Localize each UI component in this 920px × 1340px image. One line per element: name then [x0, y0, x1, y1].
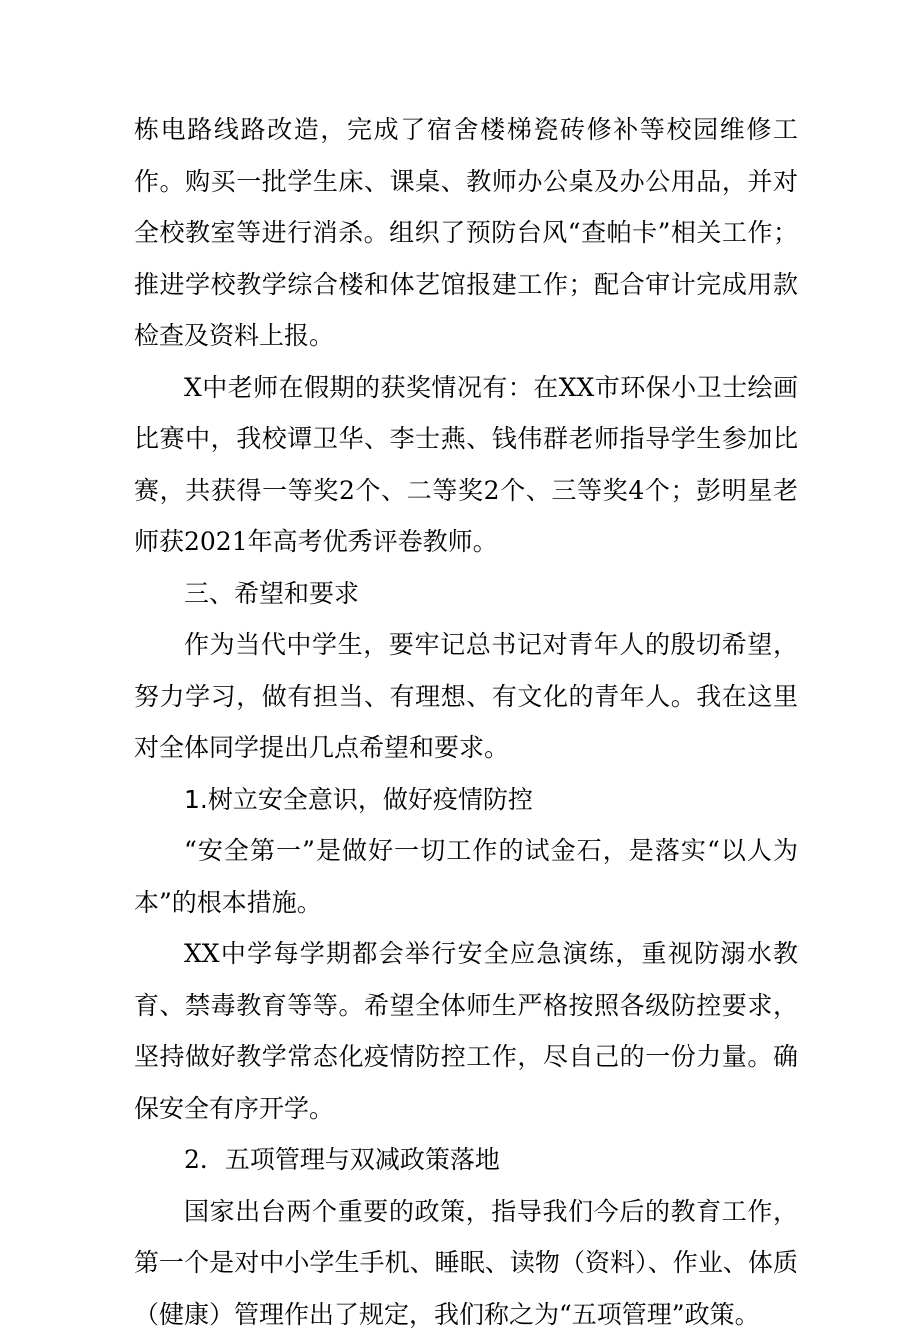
- paragraph-campus-maintenance: 栋电路线路改造，完成了宿舍楼梯瓷砖修补等校园维修工作。购买一批学生床、课桌、教师办公桌及办公用品，并对全校教室等进行消杀。组织了预防台风“查帕卡”相关工作；推进学校教学综合楼和体艺馆报建工作；配合审计完成用款检查及资料上报。: [134, 104, 798, 362]
- paragraph-safety-first: “安全第一”是做好一切工作的试金石，是落实“以人为本”的根本措施。: [134, 825, 798, 928]
- document-page: [134, 104, 798, 1340]
- paragraph-safety-drills: XX中学每学期都会举行安全应急演练，重视防溺水教育、禁毒教育等等。希望全体师生严格按照各级防控要求，坚持做好教学常态化疫情防控工作，尽自己的一份力量。确保安全有序开学。: [134, 928, 798, 1134]
- section-heading-hopes-requirements: 三、希望和要求: [134, 568, 798, 620]
- paragraph-national-policies: 国家出台两个重要的政策，指导我们今后的教育工作，第一个是对中小学生手机、睡眠、读物（资料）、作业、体质（健康）管理作出了规定，我们称之为“五项管理”政策。: [134, 1186, 798, 1340]
- subheading-five-management: 2．五项管理与双减政策落地: [134, 1134, 798, 1186]
- subheading-safety-awareness: 1.树立安全意识，做好疫情防控: [134, 774, 798, 826]
- paragraph-teacher-awards: X中老师在假期的获奖情况有：在XX市环保小卫士绘画比赛中，我校谭卫华、李士燕、钱伟群老师指导学生参加比赛，共获得一等奖2个、二等奖2个、三等奖4个；彭明星老师获2021年高考优秀评卷教师。: [134, 362, 798, 568]
- paragraph-intro-hopes: 作为当代中学生，要牢记总书记对青年人的殷切希望，努力学习，做有担当、有理想、有文化的青年人。我在这里对全体同学提出几点希望和要求。: [134, 619, 798, 774]
